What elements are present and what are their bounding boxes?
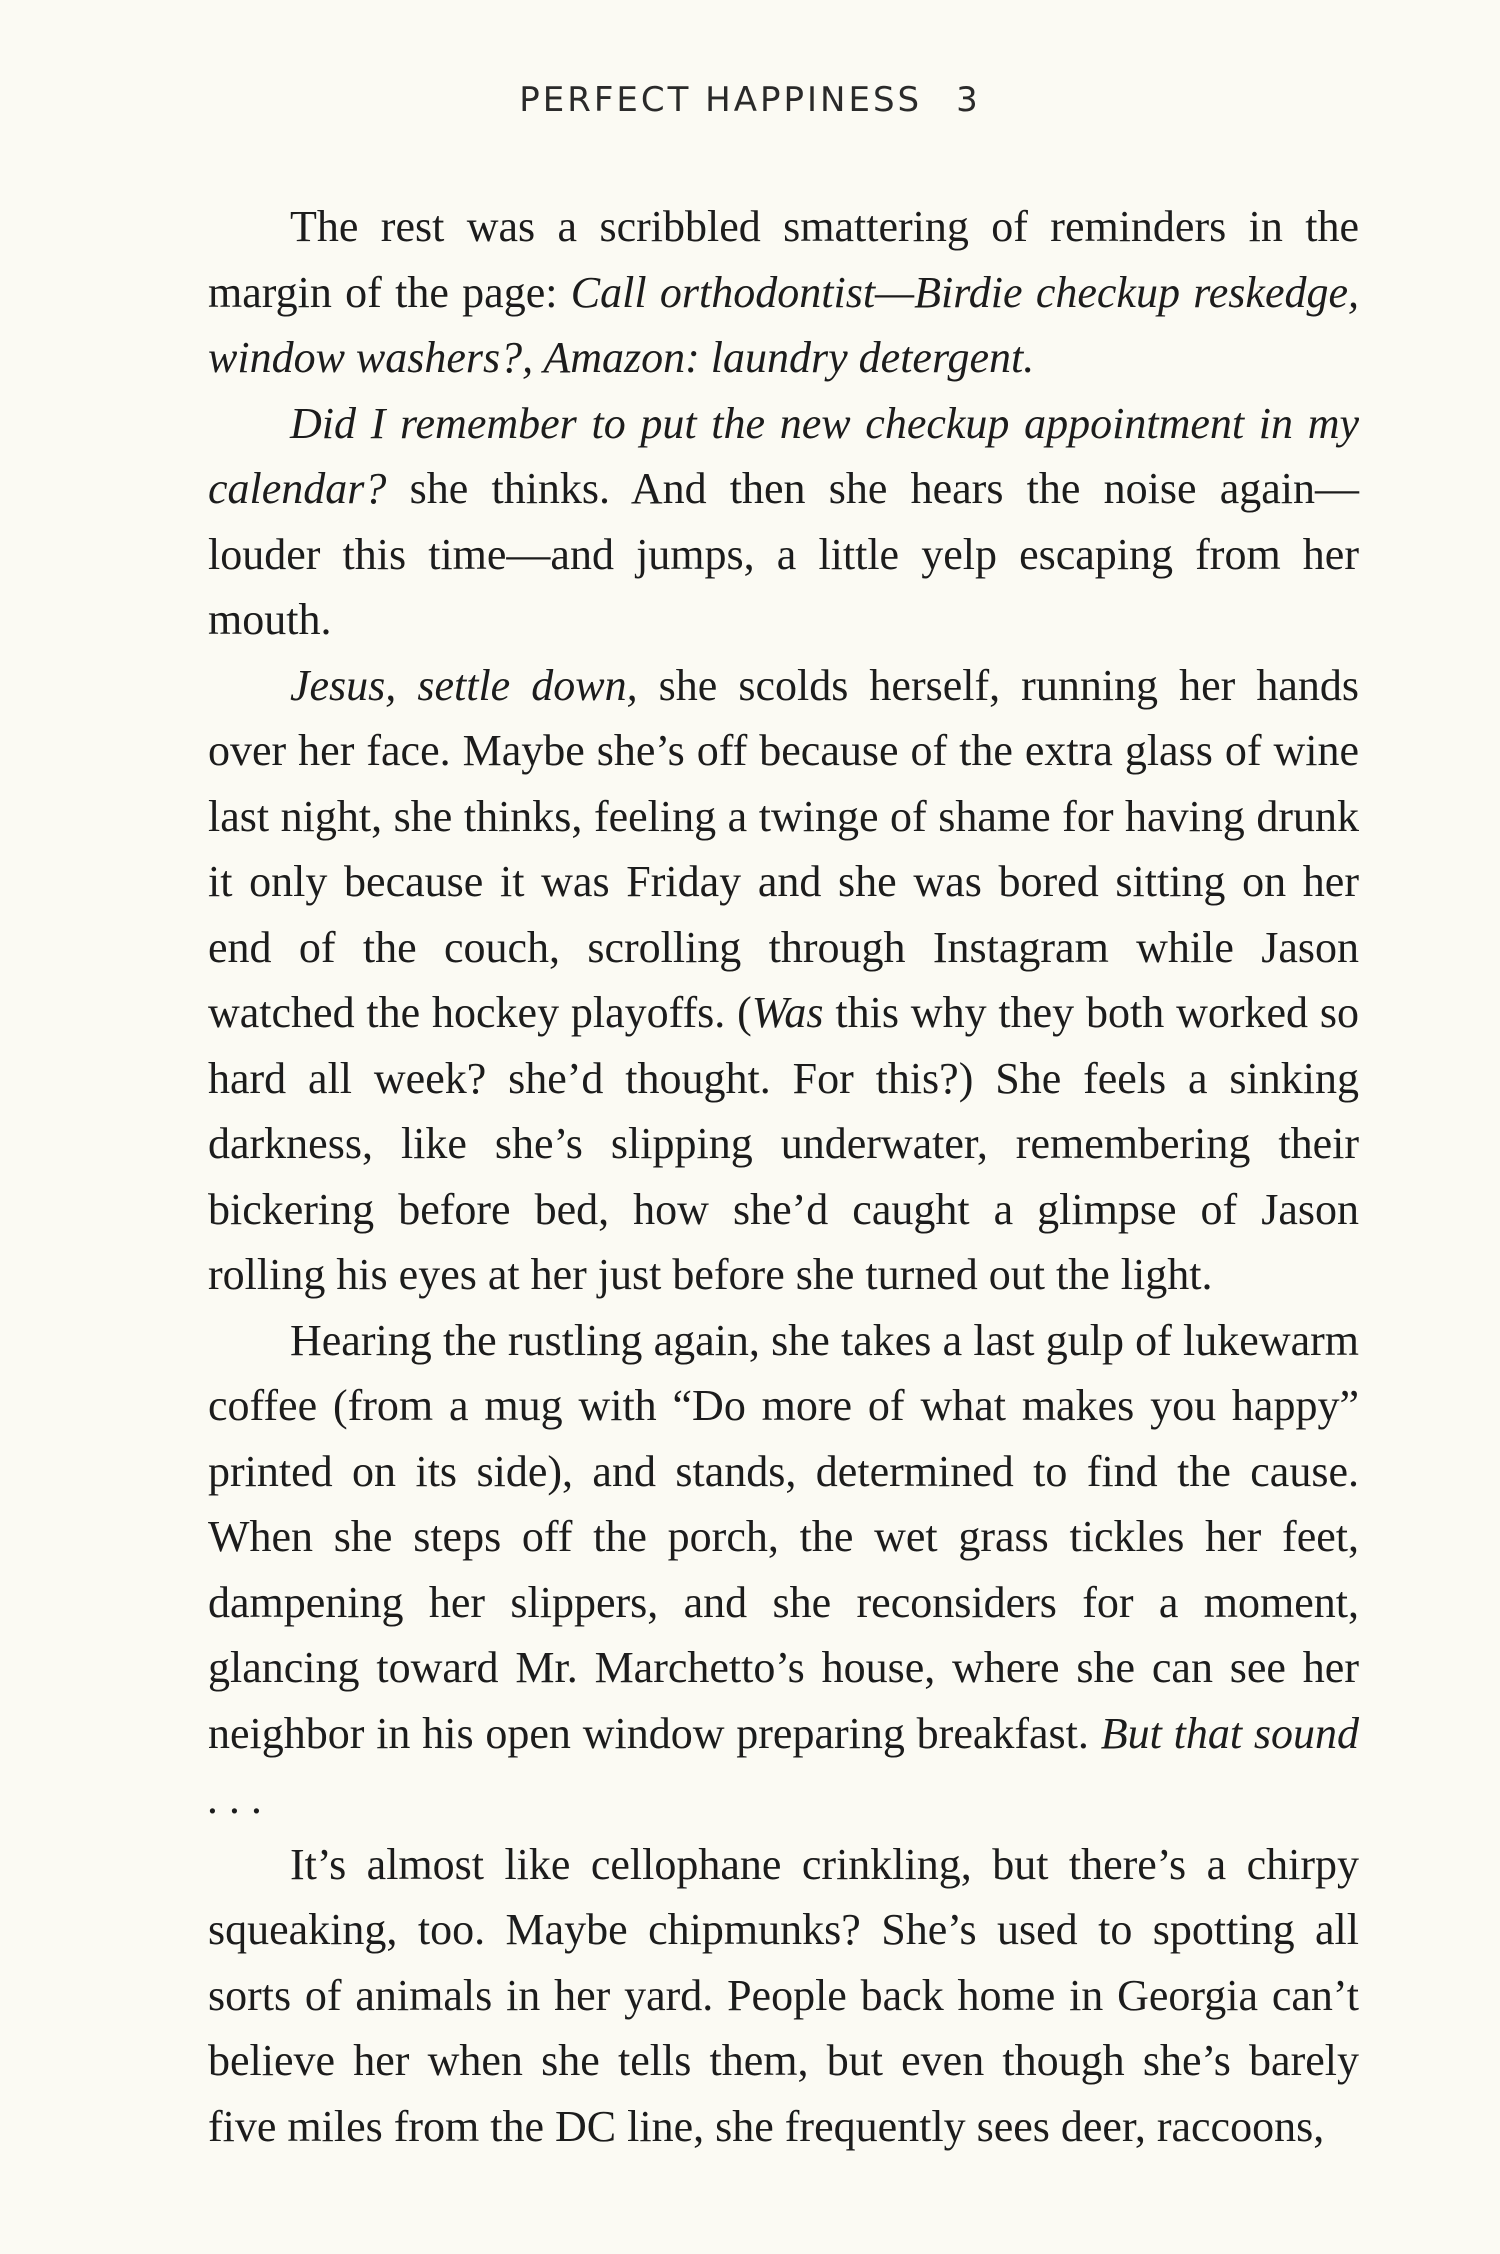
book-title: PERFECT HAPPINESS — [519, 80, 923, 120]
italic-text-run: Was — [751, 988, 824, 1037]
italic-text-run: But that sound . . . — [208, 1708, 1359, 1823]
text-run: It’s almost like cellophane crinkling, but there’s a chirpy squeaking, too. Maybe chipmunks? She’s used to spotting all sorts of animals in her yard. People back home in Georgia can’t believe her when she tells them, but even though she’s barely five miles from the DC line, she frequently sees deer, raccoons, — [208, 1839, 1359, 2151]
paragraph-2 — [208, 391, 1359, 653]
text-run: this why they both worked so hard all week? she’d thought. For this?) She feels a sinking darkness, like she’s slipping underwater, remembering their bickering before bed, how she’d caught a glimpse of Jason rolling his eyes at her just before she turned out the light. — [208, 988, 1359, 1299]
italic-text-run: Call orthodontist—Birdie checkup reskedge, window washers?, Amazon: laundry detergent. — [208, 267, 1359, 382]
text-run: she scolds herself, running her hands over her face. Maybe she’s off because of the extra glass of wine last night, she thinks, feeling a twinge of shame for having drunk it only because it was Friday and she was bored sitting on her end of the couch, scrolling through Instagram while Jason watched the hockey playoffs. ( — [208, 660, 1359, 1037]
paragraph-1 — [208, 194, 1359, 391]
paragraph-4 — [208, 1308, 1359, 1832]
body-text — [208, 194, 1359, 2159]
paragraph-5 — [208, 1832, 1359, 2160]
page-number: 3 — [956, 80, 981, 120]
italic-text-run: Jesus, settle down, — [290, 660, 638, 710]
text-run: The rest was a scribbled smattering of reminders in the margin of the page: — [208, 202, 1359, 317]
italic-text-run: Did I remember to put the new checkup appointment in my calendar? — [208, 398, 1359, 513]
text-run: she thinks. And then she hears the noise again—louder this time—and jumps, a little yelp escaping from her mouth. — [208, 464, 1359, 644]
text-run: Hearing the rustling again, she takes a last gulp of lukewarm coffee (from a mug with “Do more of what makes you happy” printed on its side), and stands, determined to find the cause. When she steps off the porch, the wet grass tickles her feet, dampening her slippers, and she reconsiders for a moment, glancing toward Mr. Marchetto’s house, where she can see her neighbor in his open window preparing breakfast. — [208, 1315, 1359, 1758]
running-head — [0, 80, 1500, 120]
paragraph-3 — [208, 653, 1359, 1308]
